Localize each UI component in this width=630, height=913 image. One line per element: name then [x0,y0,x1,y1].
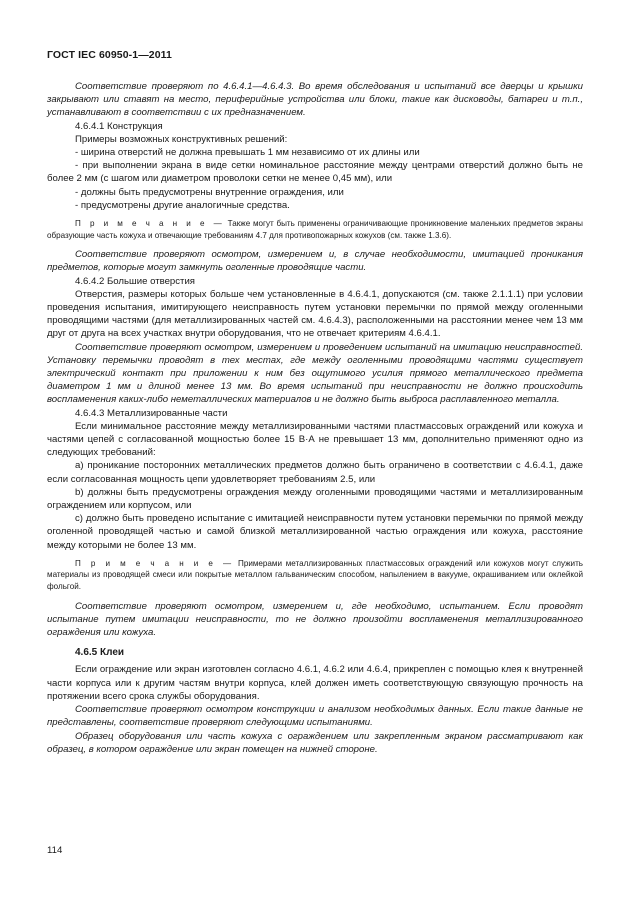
paragraph: Если минимальное расстояние между металлизированными частями пластмассовых ограждений или кожуха и частями цепей с согласованной мощностью более 15 В·А не превышает 13 мм, дополнительно применяют одно из следующих требований: [47,420,583,459]
note [47,558,583,593]
document-header: ГОСТ IEC 60950-1—2011 [47,49,172,61]
section-heading: 4.6.4.3 Металлизированные части [75,407,228,419]
paragraph: Образец оборудования или часть кожуха с ограждением или закрепленным экраном рассматривают как образец, в котором ограждение или экран помещен на нижней стороне. [47,730,583,755]
section-heading-bold: 4.6.5 Клеи [75,647,125,659]
page-number: 114 [47,845,63,856]
list-item: - ширина отверстий не должна превышать 1 мм независимо от их длины или [75,147,420,159]
document-body [47,80,583,756]
paragraph: Если ограждение или экран изготовлен согласно 4.6.1, 4.6.2 или 4.6.4, прикреплен с помощью клея к внутренней части корпуса или к другим частям внутри корпуса, клей должен иметь соответствующую связующую прочность на протяжении всего срока службы оборудования. [47,664,583,702]
note [47,218,583,241]
list-item: a) проникание посторонних металлических предметов должно быть ограничено в соответствии с 4.6.4.1, даже если согласованная мощность цепи удовлетворяет требованиям 2.5, или [47,460,583,485]
section-heading: 4.6.4.2 Большие отверстия [75,275,196,287]
note-text: Также могут быть применены ограничивающие проникновение маленьких предметов экраны образующие часть кожуха и отвечающие требованиям 4.7 для противопожарных кожухов (см. также 1.3.6). [47,219,583,240]
list-item: - должны быть предусмотрены внутренние ограждения, или [75,186,344,198]
list-item: - предусмотрены другие аналогичные средства. [75,199,290,211]
paragraph: Отверстия, размеры которых больше чем установленные в 4.6.4.1, допускаются (см. также 2.1.1.1) при условии проведения испытания, имитирующего неисправность путем установки перемычки по прямой между оголенными проводящими частями (для металлизированных частей см. 4.6.4.3), расположенными на расстоянии менее чем 13 мм друг от друга на всех участках внутри оборудования, что не отвечает критериям 4.6.4.1. [47,288,583,340]
paragraph: Примеры возможных конструктивных решений: [75,133,288,145]
paragraph: Соответствие проверяют осмотром, измерением и проведением испытаний на имитацию неисправностей. Установку перемычки проводят в тех местах, где между оголенными проводящими частями существует электрический контакт при приложении к ним без ощутимого усилия прямого металлического предмета диаметром 1 мм и длиной менее 13 мм. Во время испытаний при неисправности не должно происходить воспламенения каких-либо неметаллических материалов и не должно быть выброса расплавленного металла. [47,341,583,406]
list-item: b) должны быть предусмотрены ограждения между оголенными проводящими частями и металлизированным ограждением или корпусом, или [47,486,583,512]
paragraph: Соответствие проверяют осмотром конструкции и анализом необходимых данных. Если такие данные не представлены, соответствие проверяют следующими испытаниями. [47,704,583,729]
paragraph: Соответствие проверяют по 4.6.4.1—4.6.4.3. Во время обследования и испытаний все дверцы и крышки закрывают или ставят на место, периферийные устройства или блоки, такие как дисководы, батареи и т.п., устанавливают в соответствии с их предназначением. [47,81,583,119]
section-heading: 4.6.4.1 Конструкция [75,120,163,132]
note-label: П р и м е ч а н и е — [75,219,225,229]
list-item: - при выполнении экрана в виде сетки номинальное расстояние между центрами отверстий должно быть не более 2 мм (с шагом или диаметром проволоки сетки не менее 0,45 мм), или [47,160,583,185]
note-label: П р и м е ч а н и е — [75,558,235,568]
paragraph: Соответствие проверяют осмотром, измерением и, где необходимо, испытанием. Если проводят испытание путем имитации неисправности, то не должно произойти воспламенения металлизированного ограждения или кожуха. [47,600,583,639]
list-item: c) должно быть проведено испытание с имитацией неисправности путем установки перемычки по прямой между оголенной проводящей частью и самой близкой металлизированной частью ограждения или кожуха, расстояние между которыми не более 13 мм. [47,513,583,551]
paragraph: Соответствие проверяют осмотром, измерением и, в случае необходимости, имитацией проникания предметов, которые могут замкнуть оголенные проводящие части. [47,249,583,274]
note-text: Примерами металлизированных пластмассовых ограждений или кожухов могут служить материалы из проводящей смеси или покрытые металлом гальваническим способом, напылением в вакууме, окрашиванием или оклейкой фольгой. [47,558,584,592]
